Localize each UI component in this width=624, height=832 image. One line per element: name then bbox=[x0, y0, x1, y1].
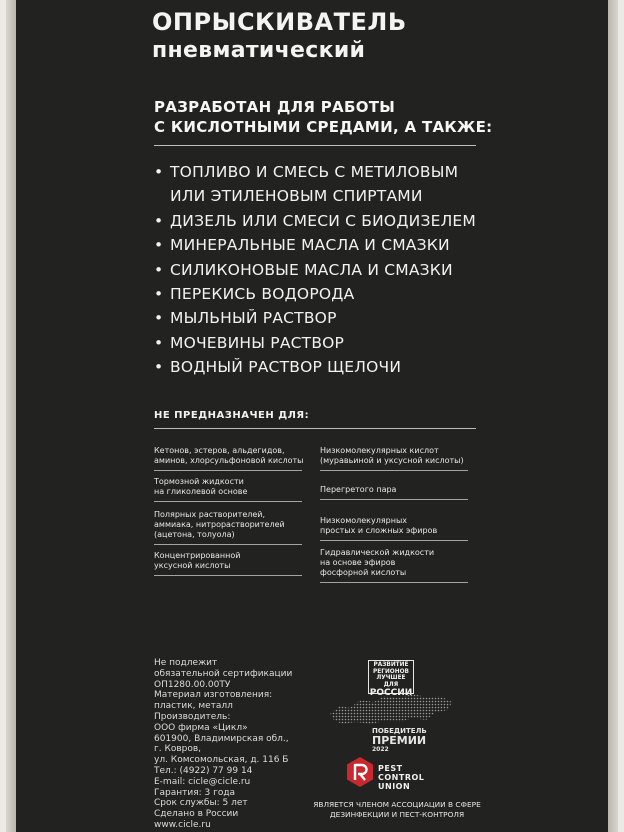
product-title: ОПРЫСКИВАТЕЛЬ bbox=[152, 8, 407, 36]
not-for-heading: НЕ ПРЕДНАЗНАЧЕН ДЛЯ: bbox=[154, 410, 310, 421]
manufacturer-info: Не подлежит обязательной сертификации ОП1280.00.00ТУ Материал изготовления: пластик, металл Производитель: ООО фирма «Цикл» 601900, Владимирская обл., г. Ковров, ул. Комсомольская, д. 116 Б Тел.: (4922) 77 99 14 E-mail: cicle@cicle.ru Гарантия: 3 года Срок службы: 5 лет Сделано в России www.cicle.ru bbox=[154, 658, 293, 830]
designed-for-heading bbox=[154, 97, 492, 137]
list-item: • МЫЛЬНЫЙ РАСТВОР bbox=[154, 306, 476, 330]
not-for-item: Тормозной жидкости на гликолевой основе bbox=[154, 477, 247, 497]
box-right-edge bbox=[608, 0, 618, 832]
compatible-media-list bbox=[154, 160, 476, 380]
not-for-item: Полярных растворителей, аммиака, нитрорастворителей (ацетона, толуола) bbox=[154, 510, 285, 540]
award-badge: РАЗВИТИЕ РЕГИОНОВ ЛУЧШЕЕ ДЛЯ РОССИИ bbox=[369, 662, 413, 699]
box-left-edge bbox=[6, 0, 16, 832]
list-item: • ДИЗЕЛЬ ИЛИ СМЕСИ С БИОДИЗЕЛЕМ bbox=[154, 209, 476, 233]
pest-control-union-text: PEST CONTROL UNION bbox=[378, 764, 425, 791]
list-item: • МИНЕРАЛЬНЫЕ МАСЛА И СМАЗКИ bbox=[154, 233, 476, 257]
list-item: • СИЛИКОНОВЫЕ МАСЛА И СМАЗКИ bbox=[154, 258, 476, 282]
product-box-panel bbox=[6, 0, 618, 832]
not-for-item: Низкомолекулярных кислот (муравьиной и уксусной кислоты) bbox=[320, 446, 464, 466]
divider-not-for bbox=[154, 428, 476, 429]
award-winner-text: ПОБЕДИТЕЛЬ ПРЕМИИ 2022 bbox=[372, 727, 427, 753]
designed-for-line-1: РАЗРАБОТАН ДЛЯ РАБОТЫ bbox=[154, 98, 396, 116]
pest-control-union-logo-icon bbox=[346, 756, 374, 788]
not-for-item: Низкомолекулярных простых и сложных эфиров bbox=[320, 516, 437, 536]
not-for-item: Концентрированной уксусной кислоты bbox=[154, 551, 240, 571]
association-member-text: ЯВЛЯЕТСЯ ЧЛЕНОМ АССОЦИАЦИИ В СФЕРЕ ДЕЗИНФЕКЦИИ И ПЕСТ-КОНТРОЛЯ bbox=[313, 800, 481, 819]
not-for-item: Перегретого пара bbox=[320, 485, 396, 495]
divider-top bbox=[154, 145, 476, 146]
product-subtitle: пневматический bbox=[152, 38, 366, 63]
list-item: • ТОПЛИВО И СМЕСЬ С МЕТИЛОВЫМ ИЛИ ЭТИЛЕНОВЫМ СПИРТАМИ bbox=[154, 160, 476, 209]
designed-for-line-2: С КИСЛОТНЫМИ СРЕДАМИ, А ТАКЖЕ: bbox=[154, 118, 493, 136]
not-for-item: Кетонов, эстеров, альдегидов, аминов, хлорсульфоновой кислоты bbox=[154, 446, 303, 466]
not-for-item: Гидравлической жидкости на основе эфиров фосфорной кислоты bbox=[320, 548, 434, 578]
list-item: • МОЧЕВИНЫ РАСТВОР bbox=[154, 331, 476, 355]
list-item: • ПЕРЕКИСЬ ВОДОРОДА bbox=[154, 282, 476, 306]
list-item: • ВОДНЫЙ РАСТВОР ЩЕЛОЧИ bbox=[154, 355, 476, 379]
